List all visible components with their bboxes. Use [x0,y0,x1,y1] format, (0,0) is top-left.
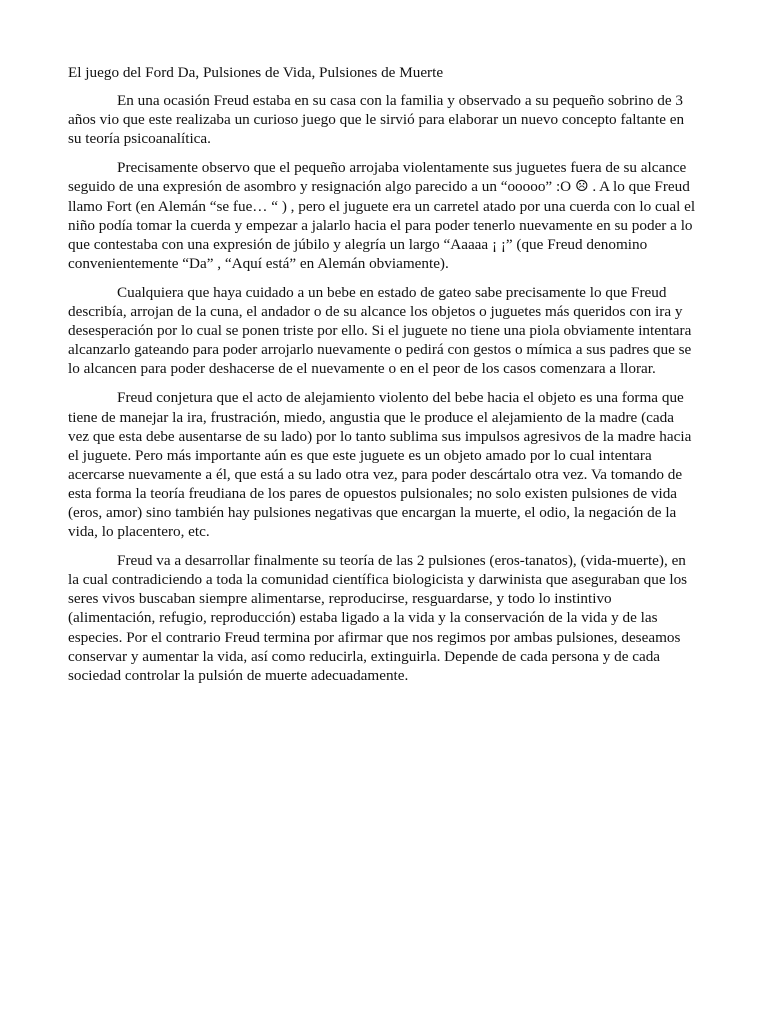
paragraph-2: Precisamente observo que el pequeño arrojaba violentamente sus juguetes fuera de su alcance seguido de una expresión de asombro y resignación algo parecido a un “ooooo” :O ☹ . A lo que Freud llamo Fort (en Alemán “se fue… “ ) , pero el juguete era un carretel atado por una cuerda con lo cual el niño podía tomar la cuerda y empezar a jalarlo hacia el para poder tenerlo nuevamente en su poder a lo que contestaba con una expresión de júbilo y alegría un largo “Aaaaa ¡ ¡” (que Freud denomino convenientemente “Da” , “Aquí está” en Alemán obviamente). [68,159,696,272]
paragraph-3: Cualquiera que haya cuidado a un bebe en estado de gateo sabe precisamente lo que Freud describía, arrojan de la cuna, el andador o de su alcance los objetos o juguetes más queridos con ira y desesperación por lo cual se ponen triste por ello. Si el juguete no tiene una piola obviamente intentara alcanzarlo gateando para poder arrojarlo nuevamente o pedirá con gestos o mímica a sus padres que se lo alcancen para poder deshacerse de el nuevamente o en el peor de los casos comenzara a llorar. [68,283,692,378]
document-body [68,63,698,695]
paragraph-4: Freud conjetura que el acto de alejamiento violento del bebe hacia el objeto es una forma que tiene de manejar la ira, frustración, miedo, angustia que le produce el alejamiento de la madre (cada vez que esta debe ausentarse de su lado) por lo tanto sublima sus impulsos agresivos de la madre hacia el juguete. Pero más importante aún es que este juguete es un objeto amado por lo cual intentara acercarse nuevamente a él, que está a su lado otra vez, para poder descártalo otra vez. Va tomando de esta forma la teoría freudiana de los pares de opuestos pulsionales; no solo existen pulsiones de vida (eros, amor) sino también hay pulsiones negativas que encargan la muerte, el odio, la negación de la vida, lo placentero, etc. [68,389,692,541]
paragraph-1: En una ocasión Freud estaba en su casa con la familia y observado a su pequeño sobrino de 3 años vio que este realizaba un curioso juego que le sirvió para elaborar un nuevo concepto faltante en su teoría psicoanalítica. [68,92,685,148]
paragraph-5: Freud va a desarrollar finalmente su teoría de las 2 pulsiones (eros-tanatos), (vida-muerte), en la cual contradiciendo a toda la comunidad científica biologicista y darwinista que aseguraban que los seres vivos buscaban siempre alimentarse, reproducirse, resguardarse, y todo lo instintivo (alimentación, refugio, reproducción) estaba ligado a la vida y la conservación de la vida y de las especies. Por el contrario Freud termina por afirmar que nos regimos por ambas pulsiones, deseamos conservar y aumentar la vida, así como reducirla, extinguirla. Depende de cada persona y de cada sociedad controlar la pulsión de muerte adecuadamente. [68,552,688,684]
document-title: El juego del Ford Da, Pulsiones de Vida, Pulsiones de Muerte [68,64,444,81]
